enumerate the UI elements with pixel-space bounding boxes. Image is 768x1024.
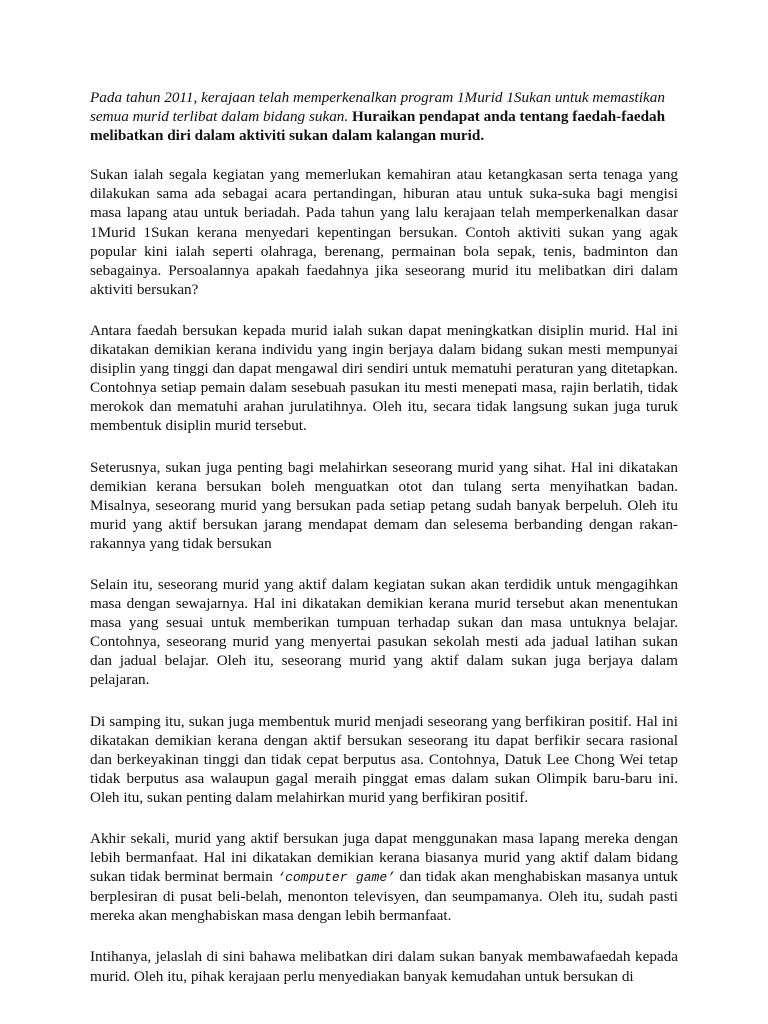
paragraph-discipline: Antara faedah bersukan kepada murid ialah sukan dapat meningkatkan disiplin murid. Hal ini dikatakan demikian kerana individu yang ingin berjaya dalam bidang sukan mesti mempunyai disiplin yang tinggi dan dapat mengawal diri sendiri untuk mematuhi peraturan yang ditetapkan. Contohnya setiap pemain dalam sesebuah pasukan itu mesti menepati masa, rajin berlatih, tidak merokok dan mematuhi arahan jurulatihnya. Oleh itu, secara tidak langsung sukan juga turuk membentuk disiplin murid tersebut. xyxy=(90,321,678,435)
computer-game-quote: ‘computer game’ xyxy=(277,870,395,886)
paragraph-leisure-time xyxy=(90,829,678,925)
paragraph-time-management: Selain itu, seseorang murid yang aktif dalam kegiatan sukan akan terdidik untuk mengagihkan masa dengan sewajarnya. Hal ini dikatakan demikian kerana murid tersebut akan menentukan masa yang sesuai untuk memberikan tumpuan terhadap sukan dan masa untuknya belajar. Contohnya, seseorang murid yang menyertai pasukan sekolah mesti ada jadual latihan sukan dan jadual belajar. Oleh itu, seseorang murid yang aktif dalam sukan juga berjaya dalam pelajaran. xyxy=(90,575,678,689)
prompt-question: Huraikan pendapat anda tentang faedah-faedah melibatkan diri dalam aktiviti sukan dalam kalangan murid. xyxy=(90,108,666,145)
paragraph-leisure-text-end: dan tidak akan menghabiskan masanya untuk berplesiran di pusat beli-belah, menonton televisyen, dan seumpamanya. Oleh itu, sudah pasti mereka akan menghabiskan masa dengan lebih bermanfaat. xyxy=(90,868,678,925)
prompt-context: Pada tahun 2011, kerajaan telah memperkenalkan program 1Murid 1Sukan untuk memastikan semua murid terlibat dalam bidang sukan. xyxy=(90,89,665,126)
paragraph-leisure-text-start: Akhir sekali, murid yang aktif bersukan juga dapat menggunakan masa lapang mereka dengan lebih bermanfaat. Hal ini dikatakan demikian kerana biasanya murid yang aktif dalam bidang sukan tidak berminat bermain xyxy=(90,830,678,886)
paragraph-conclusion: Intihanya, jelaslah di sini bahawa melibatkan diri dalam sukan banyak membawafaedah kepada murid. Oleh itu, pihak kerajaan perlu menyediakan banyak kemudahan untuk bersukan di xyxy=(90,948,678,985)
paragraph-positive-thinking: Di samping itu, sukan juga membentuk murid menjadi seseorang yang berfikiran positif. Hal ini dikatakan demikian kerana dengan aktif bersukan seseorang itu dapat berfikir secara rasional dan berkeyakinan tinggi dan tidak cepat berputus asa. Contohnya, Datuk Lee Chong Wei tetap tidak berputus asa walaupun gagal meraih pinggat emas dalam sukan Olimpik baru-baru ini. Oleh itu, sukan penting dalam melahirkan murid yang berfikiran positif. xyxy=(90,712,678,806)
paragraph-health: Seterusnya, sukan juga penting bagi melahirkan seseorang murid yang sihat. Hal ini dikatakan demikian kerana bersukan boleh menguatkan otot dan tulang serta menyihatkan badan. Misalnya, seseorang murid yang bersukan pada setiap petang sudah banyak berpeluh. Oleh itu murid yang aktif bersukan jarang mendapat demam dan selesema berbanding dengan rakan-rakannya yang tidak bersukan xyxy=(90,458,678,552)
paragraph-introduction: Sukan ialah segala kegiatan yang memerlukan kemahiran atau ketangkasan serta tenaga yang dilakukan sama ada sebagai acara pertandingan, hiburan atau untuk suka-suka bagi mengisi masa lapang atau untuk beriadah. Pada tahun yang lalu kerajaan telah memperkenalkan dasar 1Murid 1Sukan kerana menyedari kepentingan bersukan. Contoh aktiviti sukan yang agak popular kini ialah seperti olahraga, berenang, permainan bola sepak, tenis, badminton dan sebagainya. Persoalannya apakah faedahnya jika seseorang murid itu melibatkan diri dalam aktiviti bersukan? xyxy=(90,166,678,298)
essay-prompt xyxy=(90,88,678,145)
